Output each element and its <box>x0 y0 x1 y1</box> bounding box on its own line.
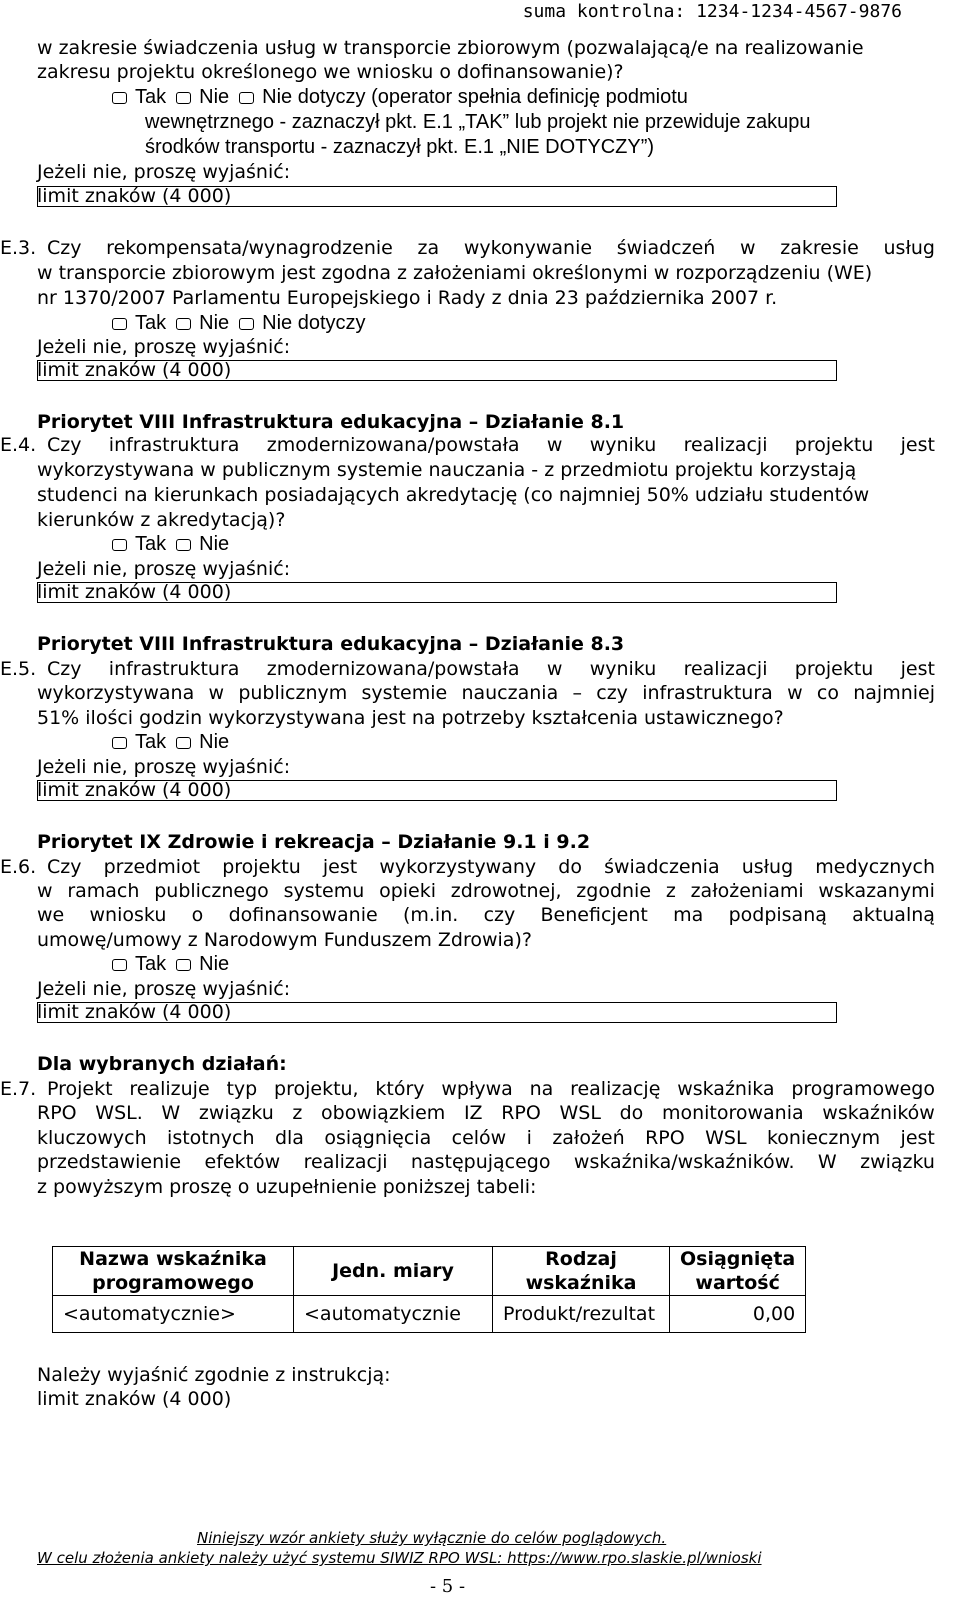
e2-option-nd-line-2: wewnętrznego - zaznaczył pkt. E.1 „TAK” lub projekt nie przewiduje zakupu <box>145 111 811 133</box>
e4-question-line-2: wykorzystywana w publicznym systemie nauczania - z przedmiotu projektu korzystają <box>37 459 857 481</box>
table-cell: <automatycznie> <box>53 1296 294 1333</box>
table-header-cell: Nazwa wskaźnika programowego <box>53 1247 294 1296</box>
e3-number: E.3. <box>0 237 37 259</box>
section-heading-8-3: Priorytet VIII Infrastruktura edukacyjna – Działanie 8.3 <box>37 633 625 655</box>
checkbox-icon[interactable] <box>112 92 127 104</box>
checkbox-icon[interactable] <box>112 959 127 971</box>
e4-number: E.4. <box>0 434 37 456</box>
e3-limit-label: limit znaków (4 000) <box>37 359 232 381</box>
e3-option-nie[interactable]: Nie <box>176 311 229 335</box>
indicator-table <box>52 1246 806 1333</box>
e3-question-line-2: w transporcie zbiorowym jest zgodna z założeniami określonymi w rozporządzeniu (WE) <box>37 262 873 284</box>
footer-note-line-2: W celu złożenia ankiety należy użyć systemu SIWIZ RPO WSL: https://www.rpo.slaskie.pl/wnioski <box>37 1549 762 1567</box>
table-header-row <box>53 1247 806 1296</box>
e6-option-nie[interactable]: Nie <box>176 952 229 976</box>
e4-options <box>112 532 239 556</box>
table-cell: 0,00 <box>670 1296 806 1333</box>
e2-options <box>112 85 698 109</box>
table-header-cell: Jedn. miary <box>294 1247 493 1296</box>
e3-option-tak[interactable]: Tak <box>112 311 166 335</box>
section-heading-8-1: Priorytet VIII Infrastruktura edukacyjna – Działanie 8.1 <box>37 411 625 433</box>
table-header-cell: Osiągnięta wartość <box>670 1247 806 1296</box>
section-heading-selected: Dla wybranych działań: <box>37 1053 287 1075</box>
e6-question-line-1: Czy przedmiot projektu jest wykorzystywany do świadczenia usług medycznych <box>47 856 935 878</box>
checkbox-icon[interactable] <box>176 92 191 104</box>
e3-options <box>112 311 376 335</box>
e4-option-nie[interactable]: Nie <box>176 532 229 556</box>
e2-explain-label: Jeżeli nie, proszę wyjaśnić: <box>37 161 291 183</box>
checkbox-icon[interactable] <box>176 318 191 330</box>
e3-question-line-1: Czy rekompensata/wynagrodzenie za wykonywanie świadczeń w zakresie usług <box>47 237 935 259</box>
e2-option-nie[interactable]: Nie <box>176 85 229 109</box>
e3-question-line-3: nr 1370/2007 Parlamentu Europejskiego i Rady z dnia 23 października 2007 r. <box>37 287 778 309</box>
checkbox-icon[interactable] <box>176 539 191 551</box>
checkbox-icon[interactable] <box>176 737 191 749</box>
e2-limit-label: limit znaków (4 000) <box>37 185 232 207</box>
e5-number: E.5. <box>0 658 37 680</box>
checkbox-icon[interactable] <box>112 539 127 551</box>
e5-question-line-3: 51% ilości godzin wykorzystywana jest na potrzeby kształcenia ustawicznego? <box>37 707 784 729</box>
e6-explain-label: Jeżeli nie, proszę wyjaśnić: <box>37 978 291 1000</box>
e4-question-line-4: kierunków z akredytacją)? <box>37 509 286 531</box>
e6-option-tak[interactable]: Tak <box>112 952 166 976</box>
e6-number: E.6. <box>0 856 37 878</box>
after-table-limit-label: limit znaków (4 000) <box>37 1388 232 1410</box>
checksum-header: suma kontrolna: 1234-1234-4567-9876 <box>522 1 902 22</box>
e2-option-nie-dotyczy[interactable]: Nie dotyczy (operator spełnia definicję podmiotu <box>239 85 688 109</box>
page-number: - 5 - <box>430 1576 466 1597</box>
after-table-explain-label: Należy wyjaśnić zgodnie z instrukcją: <box>37 1364 391 1386</box>
e4-explain-label: Jeżeli nie, proszę wyjaśnić: <box>37 558 291 580</box>
e2-option-tak[interactable]: Tak <box>112 85 166 109</box>
e7-question-line-3: kluczowych istotnych dla osiągnięcia celów i założeń RPO WSL koniecznym jest <box>37 1127 935 1149</box>
e7-question-line-4: przedstawienie efektów realizacji następującego wskaźnika/wskaźników. W związku <box>37 1151 935 1173</box>
e6-question-line-3: we wniosku o dofinansowanie (m.in. czy Beneficjent ma podpisaną aktualną <box>37 904 935 926</box>
checkbox-icon[interactable] <box>112 318 127 330</box>
e4-option-tak[interactable]: Tak <box>112 532 166 556</box>
section-heading-9: Priorytet IX Zdrowie i rekreacja – Działanie 9.1 i 9.2 <box>37 831 591 853</box>
checkbox-icon[interactable] <box>239 318 254 330</box>
e5-question-line-2: wykorzystywana w publicznym systemie nauczania – czy infrastruktura w co najmniej <box>37 682 935 704</box>
e5-options <box>112 730 239 754</box>
e6-limit-label: limit znaków (4 000) <box>37 1001 232 1023</box>
e7-number: E.7. <box>0 1078 37 1100</box>
e2-question-line-2: zakresu projektu określonego we wniosku o dofinansowanie)? <box>37 61 624 83</box>
e3-option-nie-dotyczy[interactable]: Nie dotyczy <box>239 311 365 335</box>
e6-options <box>112 952 239 976</box>
e7-question-line-2: RPO WSL. W związku z obowiązkiem IZ RPO WSL do monitorowania wskaźników <box>37 1102 935 1124</box>
e5-limit-label: limit znaków (4 000) <box>37 779 232 801</box>
table-cell: Produkt/rezultat <box>493 1296 670 1333</box>
e5-option-tak[interactable]: Tak <box>112 730 166 754</box>
e5-question-line-1: Czy infrastruktura zmodernizowana/powstała w wyniku realizacji projektu jest <box>47 658 935 680</box>
e2-question-line-1: w zakresie świadczenia usług w transporcie zbiorowym (pozwalającą/e na realizowanie <box>37 37 864 59</box>
table-cell: <automatycznie <box>294 1296 493 1333</box>
e7-question-line-5: z powyższym proszę o uzupełnienie poniższej tabeli: <box>37 1176 537 1198</box>
e4-question-line-1: Czy infrastruktura zmodernizowana/powstała w wyniku realizacji projektu jest <box>47 434 935 456</box>
e4-limit-label: limit znaków (4 000) <box>37 581 232 603</box>
e6-question-line-4: umowę/umowy z Narodowym Funduszem Zdrowia)? <box>37 929 532 951</box>
e4-question-line-3: studenci na kierunkach posiadających akredytację (co najmniej 50% udziału studentów <box>37 484 870 506</box>
e5-option-nie[interactable]: Nie <box>176 730 229 754</box>
e2-option-nd-line-3: środków transportu - zaznaczył pkt. E.1 „NIE DOTYCZY”) <box>145 136 655 158</box>
checkbox-icon[interactable] <box>176 959 191 971</box>
e7-question-line-1: Projekt realizuje typ projektu, który wpływa na realizację wskaźnika programowego <box>47 1078 935 1100</box>
table-row <box>53 1296 806 1333</box>
checkbox-icon[interactable] <box>239 92 254 104</box>
e6-question-line-2: w ramach publicznego systemu opieki zdrowotnej, zgodnie z założeniami wskazanymi <box>37 880 935 902</box>
e5-explain-label: Jeżeli nie, proszę wyjaśnić: <box>37 756 291 778</box>
e3-explain-label: Jeżeli nie, proszę wyjaśnić: <box>37 336 291 358</box>
table-header-cell: Rodzaj wskaźnika <box>493 1247 670 1296</box>
footer-note-line-1: Niniejszy wzór ankiety służy wyłącznie do celów poglądowych. <box>197 1529 667 1547</box>
checkbox-icon[interactable] <box>112 737 127 749</box>
